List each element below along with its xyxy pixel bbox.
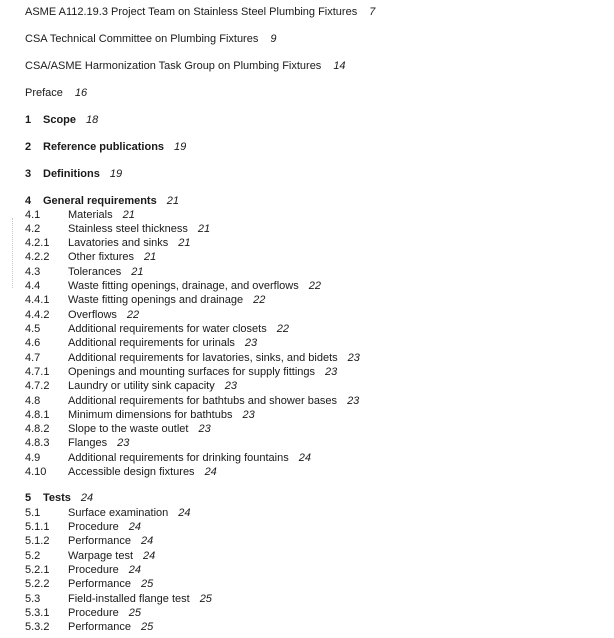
- subsection-page: 24: [140, 535, 154, 547]
- subsection-page: 24: [128, 521, 142, 533]
- subsection-number: 4.3: [25, 266, 41, 278]
- toc-subsection[interactable]: [25, 250, 156, 264]
- subsection-page: 21: [178, 237, 191, 249]
- subsection-number: 4.4.2: [25, 309, 50, 321]
- section-title: Scope: [43, 114, 77, 126]
- subsection-number: 4.6: [25, 337, 41, 349]
- toc-subsection[interactable]: [25, 422, 211, 436]
- toc-section-2[interactable]: [25, 141, 186, 153]
- subsection-title: Lavatories and sinks: [68, 237, 169, 249]
- subsection-page: 24: [178, 507, 191, 519]
- toc-entry-page: 14: [333, 60, 346, 72]
- toc-entry-title: CSA/ASME Harmonization Task Group on Plumbing Fixtures: [25, 60, 322, 72]
- toc-subsection[interactable]: [25, 265, 143, 279]
- subsection-number: 4.4: [25, 280, 41, 292]
- subsection-page: 23: [347, 352, 360, 364]
- subsection-page: 24: [298, 452, 311, 464]
- subsection-number: 5.1.1: [25, 521, 50, 533]
- toc-section-1[interactable]: [25, 114, 98, 126]
- subsection-page: 25: [140, 578, 154, 590]
- subsection-title: Flanges: [68, 437, 108, 449]
- toc-entry-title: Preface: [25, 87, 63, 99]
- subsection-title: Openings and mounting surfaces for supply fittings: [68, 366, 316, 378]
- subsection-page: 23: [244, 337, 258, 349]
- subsection-number: 4.7: [25, 352, 41, 364]
- toc-subsection[interactable]: [25, 465, 217, 479]
- subsection-page: 24: [204, 466, 217, 478]
- toc-entry-page: 16: [74, 87, 88, 99]
- toc-subsection[interactable]: [25, 379, 237, 393]
- toc-entry-csa-committee[interactable]: [25, 33, 276, 45]
- subsection-page: 24: [143, 550, 156, 562]
- section-number: 4: [25, 195, 32, 207]
- toc-subsection[interactable]: [25, 351, 360, 365]
- subsection-number: 4.9: [25, 452, 41, 464]
- toc-subsection[interactable]: [25, 436, 129, 450]
- subsection-title: Materials: [68, 209, 113, 221]
- subsection-page: 21: [131, 266, 144, 278]
- toc-subsection[interactable]: [25, 549, 155, 563]
- toc-entry-harmonization[interactable]: [25, 60, 346, 72]
- subsection-number: 4.7.2: [25, 380, 50, 392]
- subsection-number: 4.10: [25, 466, 47, 478]
- subsection-title: Laundry or utility sink capacity: [68, 380, 215, 392]
- toc-entry-title: CSA Technical Committee on Plumbing Fixtures: [25, 33, 259, 45]
- subsection-number: 4.5: [25, 323, 41, 335]
- section-title: Definitions: [43, 168, 100, 180]
- subsection-page: 23: [117, 437, 130, 449]
- subsection-title: Minimum dimensions for bathtubs: [68, 409, 233, 421]
- toc-subsection[interactable]: [25, 451, 311, 465]
- subsection-title: Tolerances: [68, 266, 122, 278]
- toc-subsection[interactable]: [25, 563, 141, 577]
- subsection-number: 4.2.1: [25, 237, 50, 249]
- subsection-title: Slope to the waste outlet: [68, 423, 189, 435]
- subsection-title: Waste fitting openings, drainage, and overflows: [68, 280, 299, 292]
- subsection-title: Field-installed flange test: [68, 593, 190, 605]
- toc-entry-asme-team[interactable]: [25, 6, 375, 18]
- toc-subsection[interactable]: [25, 394, 359, 408]
- subsection-page: 21: [122, 209, 135, 221]
- subsection-title: Additional requirements for urinals: [68, 337, 235, 349]
- subsection-number: 5.3: [25, 593, 41, 605]
- subsection-number: 5.2: [25, 550, 41, 562]
- subsection-page: 23: [325, 366, 338, 378]
- subsection-number: 4.8.3: [25, 437, 50, 449]
- subsection-number: 5.1.2: [25, 535, 50, 547]
- subsection-number: 4.1: [25, 209, 41, 221]
- toc-entry-title: ASME A112.19.3 Project Team on Stainless Steel Plumbing Fixtures: [25, 6, 358, 18]
- subsection-number: 4.8.2: [25, 423, 50, 435]
- subsection-number: 5.3.2: [25, 621, 50, 633]
- subsection-page: 23: [347, 395, 360, 407]
- subsection-page: 25: [199, 593, 212, 605]
- subsection-title: Additional requirements for lavatories, sinks, and bidets: [68, 352, 338, 364]
- toc-subsection[interactable]: [25, 592, 212, 606]
- toc-subsection[interactable]: [25, 308, 139, 322]
- subsection-page: 22: [253, 294, 266, 306]
- section-number: 2: [25, 141, 32, 153]
- toc-subsection[interactable]: [25, 222, 210, 236]
- subsection-title: Other fixtures: [68, 251, 135, 263]
- subsection-title: Performance: [68, 535, 131, 547]
- subsection-number: 4.7.1: [25, 366, 50, 378]
- section-page: 21: [166, 195, 179, 207]
- toc-subsection[interactable]: [25, 336, 257, 350]
- toc-subsection[interactable]: [25, 506, 191, 520]
- subsection-title: Performance: [68, 621, 131, 633]
- subsection-page: 25: [128, 607, 142, 619]
- toc-section-5[interactable]: [25, 492, 93, 504]
- toc-section-3[interactable]: [25, 168, 122, 180]
- section-page: 18: [86, 114, 99, 126]
- toc-subsection[interactable]: [25, 520, 141, 534]
- section-title: Tests: [43, 492, 71, 504]
- toc-subsection[interactable]: [25, 577, 153, 591]
- toc-section-4[interactable]: [25, 195, 179, 207]
- subsection-page: 22: [276, 323, 289, 335]
- toc-subsection[interactable]: [25, 534, 153, 548]
- section-page: 24: [80, 492, 94, 504]
- subsection-title: Additional requirements for drinking fountains: [68, 452, 289, 464]
- subsection-number: 5.1: [25, 507, 41, 519]
- subsection-page: 21: [197, 223, 211, 235]
- section-title: Reference publications: [43, 141, 165, 153]
- section-number: 3: [25, 168, 32, 180]
- subsection-title: Surface examination: [68, 507, 169, 519]
- subsection-page: 24: [128, 564, 142, 576]
- subsection-number: 5.2.2: [25, 578, 50, 590]
- subsection-page: 21: [144, 251, 157, 263]
- subsection-title: Additional requirements for water closets: [68, 323, 267, 335]
- subsection-page: 23: [224, 380, 237, 392]
- subsection-title: Stainless steel thickness: [68, 223, 188, 235]
- toc-entry-page: 7: [369, 6, 376, 18]
- toc-entry-page: 9: [270, 33, 277, 45]
- subsection-page: 23: [198, 423, 211, 435]
- subsection-title: Performance: [68, 578, 131, 590]
- section-title: General requirements: [43, 195, 157, 207]
- section-page: 19: [109, 168, 123, 180]
- subsection-number: 5.3.1: [25, 607, 50, 619]
- subsection-page: 22: [308, 280, 321, 292]
- subsection-number: 4.4.1: [25, 294, 50, 306]
- subsection-title: Waste fitting openings and drainage: [68, 294, 244, 306]
- margin-mark: [12, 218, 14, 288]
- subsection-number: 4.2.2: [25, 251, 50, 263]
- subsection-title: Accessible design fixtures: [68, 466, 195, 478]
- toc-subsection[interactable]: [25, 279, 321, 293]
- toc-subsection[interactable]: [25, 293, 265, 307]
- subsection-page: 25: [140, 621, 154, 633]
- section-page: 19: [174, 141, 187, 153]
- toc-subsection[interactable]: [25, 408, 255, 422]
- subsection-title: Overflows: [68, 309, 117, 321]
- toc-subsection[interactable]: [25, 208, 135, 222]
- toc-entry-preface[interactable]: [25, 87, 87, 99]
- subsection-page: 22: [126, 309, 140, 321]
- subsection-number: 5.2.1: [25, 564, 50, 576]
- subsection-page: 23: [242, 409, 255, 421]
- toc-subsection[interactable]: [25, 620, 153, 634]
- toc-subsection[interactable]: [25, 322, 289, 336]
- subsection-number: 4.8.1: [25, 409, 50, 421]
- section-number: 1: [25, 114, 32, 126]
- toc-subsection[interactable]: [25, 606, 141, 620]
- subsection-title: Procedure: [68, 521, 119, 533]
- subsection-number: 4.2: [25, 223, 41, 235]
- toc-subsection[interactable]: [25, 236, 191, 250]
- section-number: 5: [25, 492, 32, 504]
- toc-subsection[interactable]: [25, 365, 337, 379]
- subsection-number: 4.8: [25, 395, 41, 407]
- subsection-title: Procedure: [68, 607, 119, 619]
- subsection-title: Additional requirements for bathtubs and shower bases: [68, 395, 338, 407]
- subsection-title: Warpage test: [68, 550, 134, 562]
- subsection-title: Procedure: [68, 564, 119, 576]
